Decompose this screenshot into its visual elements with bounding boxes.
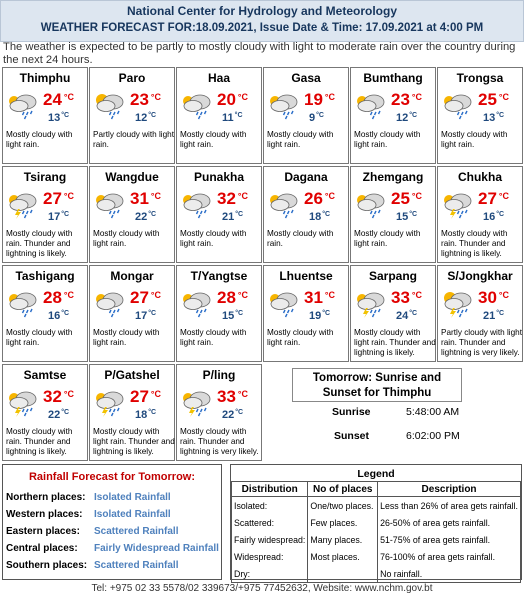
legend-row xyxy=(232,565,521,583)
max-temp: 28 $^{^\circ C}$ xyxy=(43,288,75,307)
weather-description: Mostly cloudy with light rain. xyxy=(6,130,73,149)
cloud-rain-icon xyxy=(267,91,301,121)
legend-row xyxy=(232,531,521,548)
weather-description: Mostly cloudy with rain. Thunder and lightning is likely. xyxy=(6,229,73,258)
rainfall-region: Southern places: xyxy=(6,560,88,571)
city-name: Haa xyxy=(207,71,230,85)
city-card xyxy=(2,265,88,362)
min-temp: $19^{^\circ C}$ xyxy=(309,310,331,322)
city-name: Chukha xyxy=(457,170,502,184)
cloud-rain-icon xyxy=(267,289,301,319)
max-temp: 24 $^{^\circ C}$ xyxy=(43,90,75,109)
cloud-rain-icon xyxy=(180,190,214,220)
city-card xyxy=(437,67,523,164)
city-card xyxy=(350,166,436,263)
city-name: S/Jongkhar xyxy=(447,269,513,283)
max-temp: 27 $^{^\circ C}$ xyxy=(478,189,510,208)
legend-desc: 26-50% of area gets rainfall. xyxy=(378,514,521,531)
rainfall-value: Fairly Widespread Rainfall xyxy=(94,543,219,554)
weather-description: Partly cloudy with light rain. xyxy=(93,130,174,149)
min-temp: $21^{^\circ C}$ xyxy=(222,211,244,223)
max-temp: 26 $^{^\circ C}$ xyxy=(304,189,336,208)
city-card xyxy=(176,265,262,362)
rainfall-region: Eastern places: xyxy=(6,526,80,537)
rainfall-row xyxy=(6,560,179,571)
thunder-rain-icon xyxy=(6,190,40,220)
contact-footer: Tel: +975 02 33 5578/02 339673/+975 77452632, Website: www.nchm.gov.bt xyxy=(91,583,433,594)
legend-dist: Isolated: xyxy=(232,497,308,515)
min-temp: $24^{^\circ C}$ xyxy=(396,310,418,322)
city-name: Wangdue xyxy=(105,170,159,184)
cloud-rain-icon xyxy=(93,289,127,319)
min-temp: $11^{^\circ C}$ xyxy=(222,112,243,124)
legend-dist: Scattered: xyxy=(232,514,308,531)
weather-description: Mostly cloudy with light rain. xyxy=(354,130,421,149)
weather-description: Mostly cloudy with light rain. xyxy=(441,130,508,149)
max-temp: 20 $^{^\circ C}$ xyxy=(217,90,249,109)
min-temp: $17^{^\circ C}$ xyxy=(135,310,157,322)
weather-description: Mostly cloudy with rain. xyxy=(267,229,334,248)
max-temp: 19 $^{^\circ C}$ xyxy=(304,90,336,109)
max-temp: 32 $^{^\circ C}$ xyxy=(217,189,249,208)
rainfall-forecast-box xyxy=(2,464,222,580)
legend-places xyxy=(308,565,378,583)
legend-header: Description xyxy=(378,482,521,497)
max-temp: 31 $^{^\circ C}$ xyxy=(130,189,162,208)
legend-desc: 51-75% of area gets rainfall. xyxy=(378,531,521,548)
city-card xyxy=(350,265,436,362)
city-name: P/ling xyxy=(202,368,236,382)
rainfall-region: Western places: xyxy=(6,509,83,520)
rainfall-row xyxy=(6,509,171,520)
max-temp: 30 $^{^\circ C}$ xyxy=(478,288,510,307)
rainfall-row xyxy=(6,526,179,537)
max-temp: 31 $^{^\circ C}$ xyxy=(304,288,336,307)
city-card xyxy=(176,364,262,461)
city-card xyxy=(350,67,436,164)
forecast-header xyxy=(0,0,524,42)
forecast-summary: The weather is expected to be partly to mostly cloudy with light to moderate rain over the country during the next 24 hours. xyxy=(3,41,516,66)
city-name: Tashigang xyxy=(15,269,75,283)
city-card xyxy=(176,67,262,164)
max-temp: 32 $^{^\circ C}$ xyxy=(43,387,75,406)
legend-row xyxy=(232,514,521,531)
weather-description: Mostly cloudy with light rain. xyxy=(180,229,247,248)
city-name: Zhemgang xyxy=(362,170,424,184)
sun-times-title: Tomorrow: Sunrise and Sunset for Thimphu xyxy=(292,368,462,402)
city-card xyxy=(176,166,262,263)
sunrise-label: Sunrise xyxy=(332,406,371,418)
legend-header: Distribution xyxy=(232,482,308,497)
city-card xyxy=(437,166,523,263)
rainfall-region: Central places: xyxy=(6,543,78,554)
cloud-rain-icon xyxy=(354,190,388,220)
weather-description: Mostly cloudy with light rain. Thunder and lightning is likely. xyxy=(93,427,175,456)
legend-title: Legend xyxy=(357,468,395,480)
min-temp: $13^{^\circ C}$ xyxy=(483,112,505,124)
weather-description: Mostly cloudy with light rain. xyxy=(267,130,334,149)
max-temp: 25 $^{^\circ C}$ xyxy=(478,90,510,109)
sun-cloud-rain-icon xyxy=(93,91,127,121)
min-temp: $9^{^\circ C}$ xyxy=(309,112,324,124)
weather-description: Mostly cloudy with light rain. xyxy=(93,229,160,248)
max-temp: 23 $^{^\circ C}$ xyxy=(130,90,162,109)
city-name: Paro xyxy=(118,71,146,85)
rainfall-value: Isolated Rainfall xyxy=(94,492,171,503)
max-temp: 27 $^{^\circ C}$ xyxy=(130,387,162,406)
legend-places: One/two places. xyxy=(308,497,378,515)
city-name: Thimphu xyxy=(19,71,71,85)
city-name: Bumthang xyxy=(363,71,423,85)
thunder-rain-icon xyxy=(180,388,214,418)
city-name: Gasa xyxy=(291,71,321,85)
city-card xyxy=(2,67,88,164)
weather-description: Mostly cloudy with light rain. xyxy=(180,130,247,149)
cloud-rain-icon xyxy=(441,91,475,121)
legend-table xyxy=(231,481,521,583)
min-temp: $22^{^\circ C}$ xyxy=(48,409,70,421)
thunder-rain-icon xyxy=(93,388,127,418)
rainfall-value: Scattered Rainfall xyxy=(94,526,179,537)
legend-row xyxy=(232,548,521,565)
max-temp: 33 $^{^\circ C}$ xyxy=(217,387,249,406)
min-temp: $15^{^\circ C}$ xyxy=(396,211,418,223)
legend-places: Few places. xyxy=(308,514,378,531)
min-temp: $18^{^\circ C}$ xyxy=(135,409,157,421)
weather-description: Mostly cloudy with rain. Thunder and lightning is likely. xyxy=(441,229,508,258)
city-card xyxy=(89,265,175,362)
max-temp: 23 $^{^\circ C}$ xyxy=(391,90,423,109)
city-name: Samtse xyxy=(23,368,67,382)
city-card xyxy=(263,265,349,362)
city-name: Trongsa xyxy=(456,71,504,85)
rainfall-title: Rainfall Forecast for Tomorrow: xyxy=(28,471,196,483)
thunder-rain-icon xyxy=(441,190,475,220)
header-title: National Center for Hydrology and Meteorology xyxy=(126,4,398,18)
weather-description: Mostly cloudy with light rain. xyxy=(267,328,334,347)
cloud-rain-icon xyxy=(180,91,214,121)
legend-dist: Widespread: xyxy=(232,548,308,565)
city-card xyxy=(2,364,88,461)
legend-dist: Fairly widespread: xyxy=(232,531,308,548)
rainfall-value: Isolated Rainfall xyxy=(94,509,171,520)
legend-dist: Dry: xyxy=(232,565,308,583)
thunder-rain-icon xyxy=(354,289,388,319)
sun-thunder-icon xyxy=(441,289,475,319)
legend-header: No of places xyxy=(308,482,378,497)
cloud-rain-icon xyxy=(93,190,127,220)
city-card xyxy=(263,67,349,164)
city-card xyxy=(2,166,88,263)
min-temp: $16^{^\circ C}$ xyxy=(48,310,70,322)
city-card xyxy=(89,364,175,461)
city-card xyxy=(89,67,175,164)
min-temp: $13^{^\circ C}$ xyxy=(48,112,70,124)
city-card xyxy=(263,166,349,263)
weather-description: Mostly cloudy with rain. Thunder and lightning is likely. xyxy=(6,427,73,456)
city-name: P/Gatshel xyxy=(104,368,160,382)
max-temp: 27 $^{^\circ C}$ xyxy=(43,189,75,208)
city-name: T/Yangtse xyxy=(190,269,248,283)
min-temp: $16^{^\circ C}$ xyxy=(483,211,505,223)
city-name: Tsirang xyxy=(23,170,67,184)
city-name: Mongar xyxy=(110,269,154,283)
weather-description: Mostly cloudy with rain. Thunder and lightning is very likely. xyxy=(180,427,259,456)
max-temp: 25 $^{^\circ C}$ xyxy=(391,189,423,208)
max-temp: 33 $^{^\circ C}$ xyxy=(391,288,423,307)
min-temp: $15^{^\circ C}$ xyxy=(222,310,244,322)
weather-description: Mostly cloudy with light rain. xyxy=(354,229,421,248)
max-temp: 28 $^{^\circ C}$ xyxy=(217,288,249,307)
legend-desc: No rainfall. xyxy=(378,565,521,583)
max-temp: 27 $^{^\circ C}$ xyxy=(130,288,162,307)
city-name: Dagana xyxy=(284,170,328,184)
city-name: Lhuentse xyxy=(279,269,333,283)
sunrise-time: 5:48:00 AM xyxy=(406,406,460,418)
legend-places: Most places. xyxy=(308,548,378,565)
min-temp: $21^{^\circ C}$ xyxy=(483,310,505,322)
min-temp: $18^{^\circ C}$ xyxy=(309,211,331,223)
cloud-rain-icon xyxy=(180,289,214,319)
weather-description: Partly cloudy with light rain. Thunder and lightning is very likely. xyxy=(441,328,522,357)
legend-places: Many places. xyxy=(308,531,378,548)
min-temp: $22^{^\circ C}$ xyxy=(135,211,157,223)
legend-desc: Less than 26% of area gets rainfall. xyxy=(378,497,521,515)
cloud-rain-icon xyxy=(267,190,301,220)
weather-description: Mostly cloudy with light rain. xyxy=(93,328,160,347)
min-temp: $22^{^\circ C}$ xyxy=(222,409,244,421)
thunder-rain-icon xyxy=(6,388,40,418)
min-temp: $12^{^\circ C}$ xyxy=(396,112,418,124)
legend-box xyxy=(230,464,522,580)
city-card xyxy=(89,166,175,263)
cloud-rain-icon xyxy=(354,91,388,121)
rainfall-row xyxy=(6,543,219,554)
rainfall-value: Scattered Rainfall xyxy=(94,560,179,571)
city-name: Sarpang xyxy=(368,269,417,283)
sunset-label: Sunset xyxy=(334,430,370,442)
legend-desc: 76-100% of area gets rainfall. xyxy=(378,548,521,565)
city-name: Punakha xyxy=(193,170,244,184)
sunset-time: 6:02:00 PM xyxy=(406,430,460,442)
cloud-rain-icon xyxy=(6,91,40,121)
city-card xyxy=(437,265,523,362)
weather-description: Mostly cloudy with light rain. xyxy=(180,328,247,347)
rainfall-row xyxy=(6,492,171,503)
cloud-rain-icon xyxy=(6,289,40,319)
min-temp: $17^{^\circ C}$ xyxy=(48,211,70,223)
header-subtitle: WEATHER FORECAST FOR:18.09.2021, Issue Date & Time: 17.09.2021 at 4:00 PM xyxy=(40,22,484,34)
weather-description: Mostly cloudy with light rain. xyxy=(6,328,73,347)
min-temp: $12^{^\circ C}$ xyxy=(135,112,157,124)
rainfall-region: Northern places: xyxy=(6,492,86,503)
weather-description: Mostly cloudy with light rain. Thunder and lightning is likely. xyxy=(354,328,436,357)
legend-row xyxy=(232,497,521,515)
